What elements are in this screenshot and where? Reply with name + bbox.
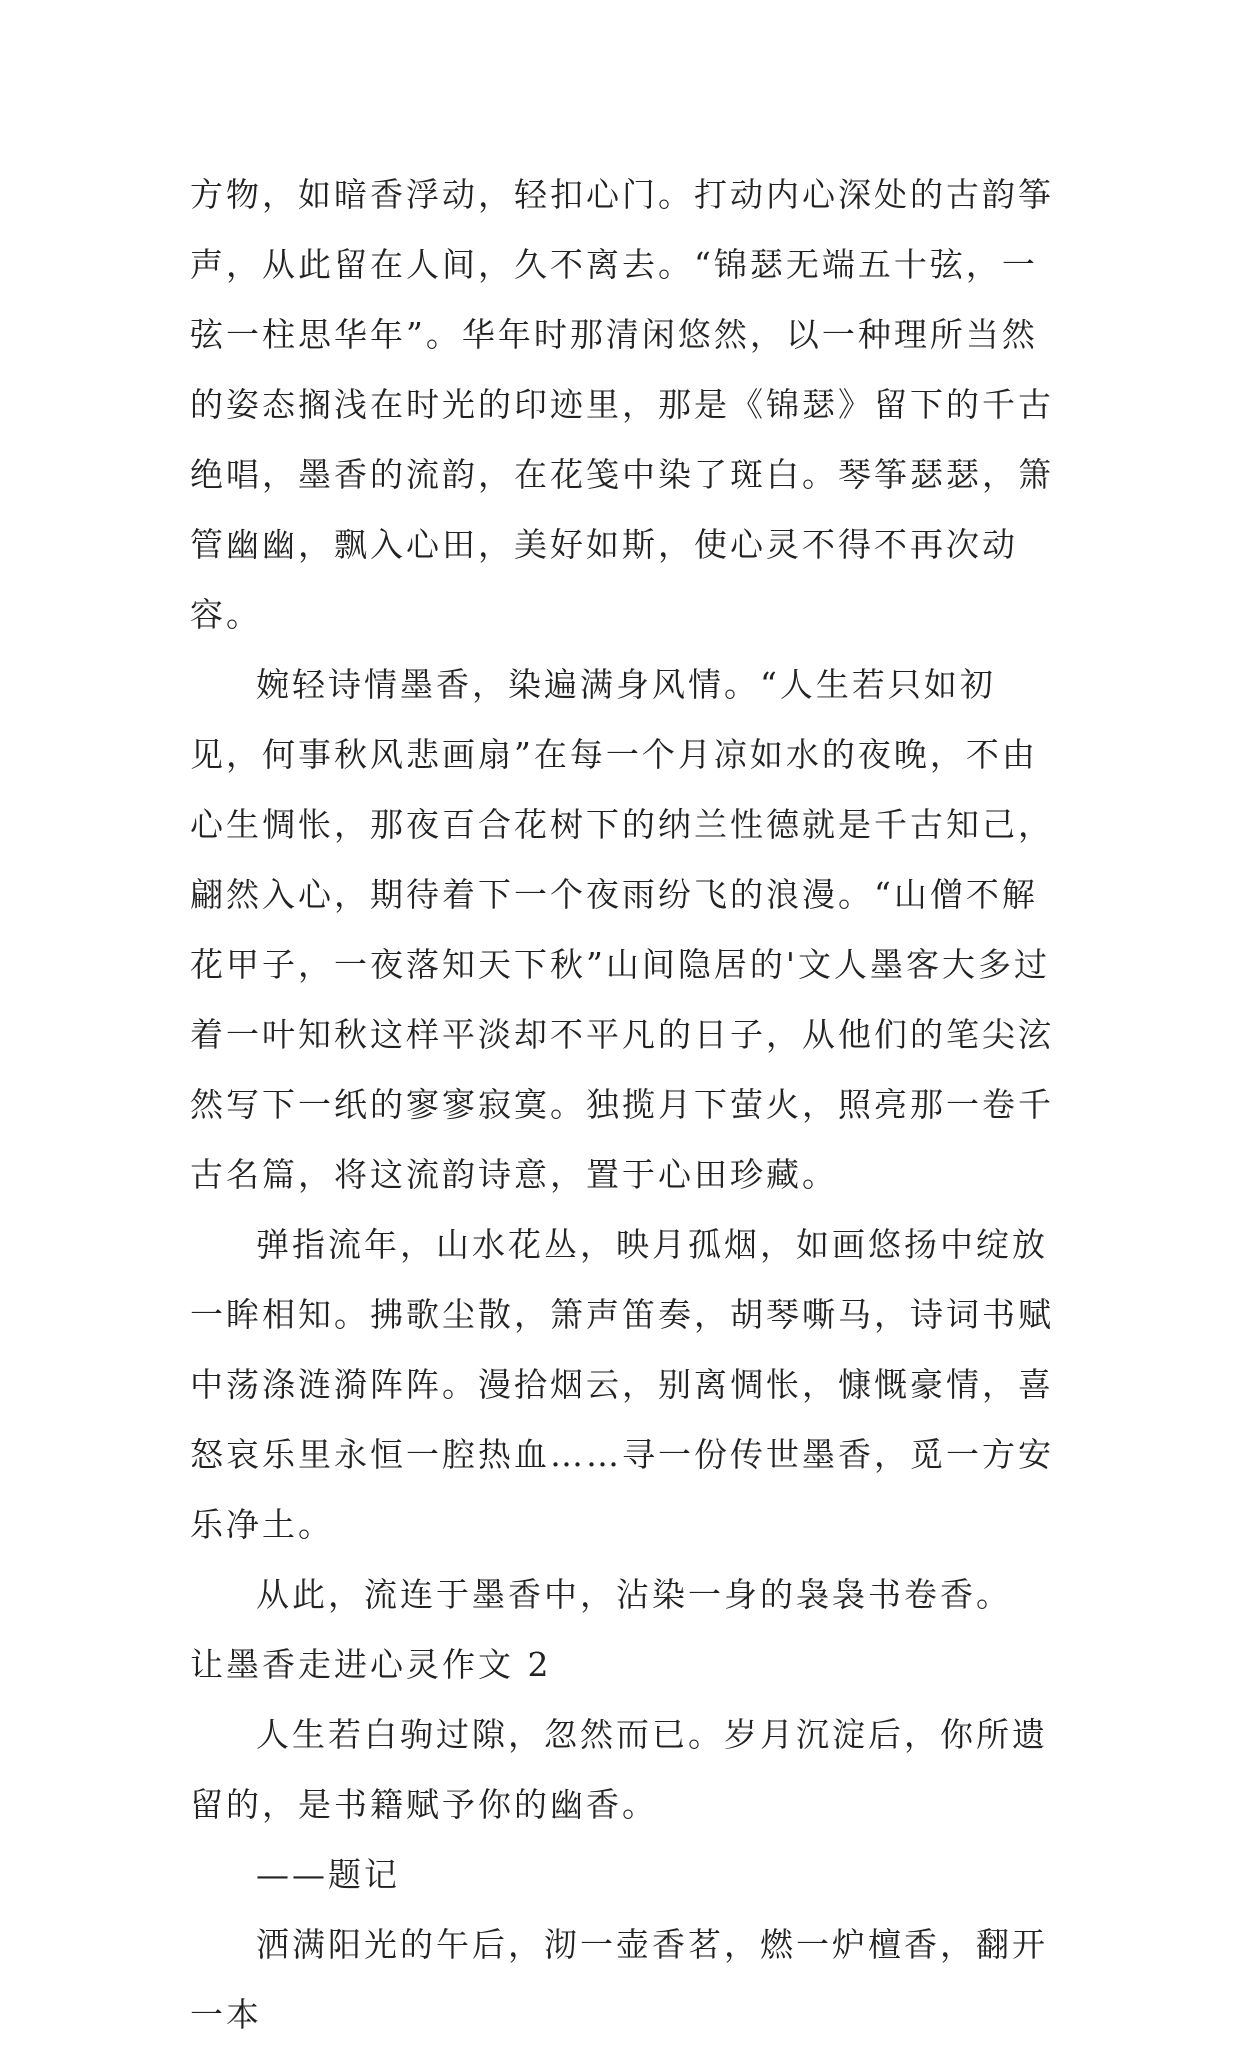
document-body — [190, 160, 1060, 2050]
paragraph-4: 从此，流连于墨香中，沾染一身的袅袅书卷香。 — [256, 1575, 1012, 1614]
paragraph-2: 婉轻诗情墨香，染遍满身风情。“人生若只如初见，何事秋风悲画扇”在每一个月凉如水的夜晚，不由心生惆怅，那夜百合花树下的纳兰性德就是千古知己，翩然入心，期待着下一个夜雨纷飞的浪漫。“山僧不解花甲子，一夜落知天下秋”山间隐居的'文人墨客大多过着一叶知秋这样平淡却不平凡的日子，从他们的笔尖泫然写下一纸的寥寥寂寞。独揽月下萤火，照亮那一卷千古名篇，将这流韵诗意，置于心田珍藏。 — [190, 665, 1054, 1194]
paragraph-1: 方物，如暗香浮动，轻扣心门。打动内心深处的古韵筝声，从此留在人间，久不离去。“锦瑟无端五十弦，一弦一柱思华年”。华年时那清闲悠然，以一种理所当然的姿态搁浅在时光的印迹里，那是《锦瑟》留下的千古绝唱，墨香的流韵，在花笺中染了斑白。琴筝瑟瑟，箫管幽幽，飘入心田，美好如斯，使心灵不得不再次动容。 — [190, 175, 1054, 634]
section-heading: 让墨香走进心灵作文 2 — [190, 1645, 552, 1684]
paragraph-5: 人生若白驹过隙，忽然而已。岁月沉淀后，你所遗留的，是书籍赋予你的幽香。 — [190, 1715, 1048, 1824]
paragraph-3: 弹指流年，山水花丛，映月孤烟，如画悠扬中绽放一眸相知。拂歌尘散，箫声笛奏，胡琴嘶马，诗词书赋中荡涤涟漪阵阵。漫拾烟云，别离惆怅，慷慨豪情，喜怒哀乐里永恒一腔热血……寻一份传世墨香，觅一方安乐净土。 — [190, 1225, 1054, 1544]
epigraph-attribution: ——题记 — [256, 1855, 400, 1894]
paragraph-6: 洒满阳光的午后，沏一壶香茗，燃一炉檀香，翻开一本 — [190, 1925, 1048, 2034]
